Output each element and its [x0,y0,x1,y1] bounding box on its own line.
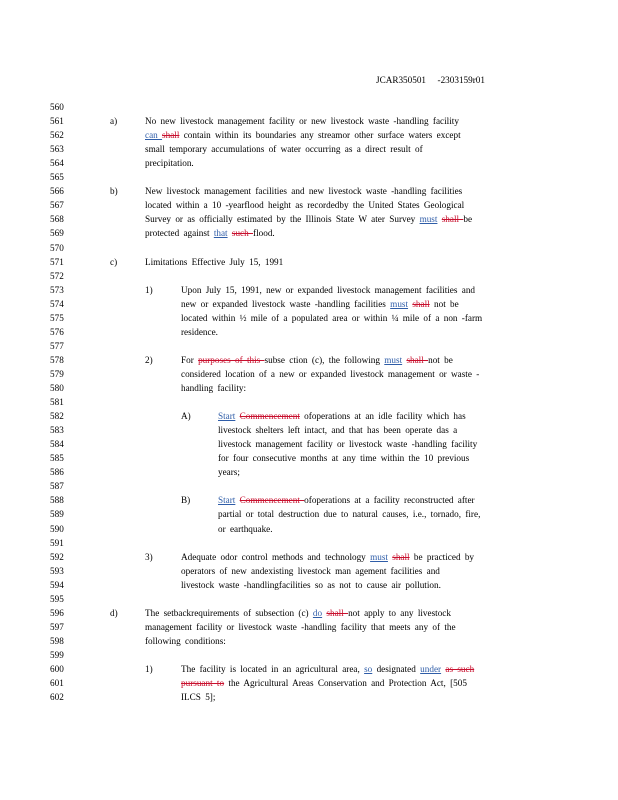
line-number: 584 [50,439,64,450]
line-number: 594 [50,579,64,590]
document-line [0,481,618,495]
line-number: 597 [50,621,64,632]
line-text [181,285,475,296]
line-number: 596 [50,607,64,618]
document-line [0,495,618,509]
document-line [0,186,618,200]
text-run: livestock shelters left intact, and that has been operate das a [218,425,458,436]
deleted-text: pursuant to [181,678,225,689]
line-number: 580 [50,383,64,393]
section-label: 1) [145,664,153,674]
line-number: 588 [50,495,64,506]
deleted-text: shall [162,130,180,141]
document-id-header: JCAR350501 -2303159r01 [376,75,485,85]
text-run: The facility is located in an agricultural area, [181,664,365,674]
document-line [0,116,618,130]
document-line [0,383,618,397]
document-line [0,257,618,271]
text-run: partial or total destruction due to natural causes, i.e., tornado, fire, [218,509,481,520]
document-line [0,678,618,692]
line-number: 586 [50,467,64,478]
line-number: 570 [50,242,64,253]
deleted-text: purposes of this [198,354,265,365]
line-number: 569 [50,228,64,239]
document-line [0,594,618,608]
line-text [181,566,440,577]
line-number: 571 [50,256,64,267]
document-line [0,341,618,355]
inserted-text: can [145,130,163,141]
line-number: 590 [50,523,64,534]
deleted-text: shall [326,607,349,618]
text-run: livestock waste -handlingfacilities so as not to cause air pollution. [181,579,441,590]
line-text [218,467,240,478]
line-number: 567 [50,200,64,211]
text-run: for four consecutive months at any time within the 10 previous [218,453,470,464]
line-number: 589 [50,509,64,520]
section-label: 1) [145,284,153,295]
deleted-text: shall [412,298,430,309]
text-run: considered location of a new or expanded livestock management or waste - [181,368,480,379]
line-text [181,678,467,689]
document-line [0,636,618,650]
line-text [145,130,461,141]
text-run: protected against [145,228,214,239]
section-label: 2) [145,354,153,365]
text-run: Survey or as officially estimated by the Illinois State W ater Survey [145,214,420,225]
document-line [0,130,618,144]
text-run: not be [429,298,459,309]
line-number: 581 [50,397,64,408]
line-number: 562 [50,130,64,141]
line-text [145,228,275,239]
text-run: management facility or livestock waste -handling facility that meets any of the [145,621,456,632]
inserted-text: must [390,298,409,309]
deleted-text: shall [406,354,429,365]
section-label: A) [181,411,191,422]
line-number: 600 [50,664,64,674]
inserted-text: that [213,228,228,239]
document-line [0,439,618,453]
line-text [218,439,477,450]
line-text [145,608,451,619]
line-number: 583 [50,425,64,436]
text-run: flood. [253,228,275,239]
document-line [0,467,618,481]
inserted-text: must [370,551,388,562]
inserted-text: so [364,664,373,674]
line-number: 574 [50,298,64,309]
line-number: 575 [50,312,64,323]
line-number: 568 [50,214,64,225]
line-number: 582 [50,411,64,422]
document-line [0,144,618,158]
text-run: be practiced by [409,551,475,562]
line-text [218,524,273,535]
line-number: 576 [50,326,64,337]
document-line [0,509,618,523]
line-text [181,299,459,310]
line-text [145,116,459,127]
text-run: the Agricultural Areas Conservation and Protection Act, [505 [224,678,467,689]
document-line [0,214,618,228]
text-run: ofoperations at a facility reconstructed after [304,495,475,506]
document-line [0,552,618,566]
inserted-text: Start [218,411,236,422]
text-run: The setbackrequirements of subsection (c) [145,607,313,618]
text-run: Upon July 15, 1991, new or expanded livestock management facilities and [181,284,476,295]
inserted-text: under [420,664,442,674]
document-line [0,369,618,383]
line-number: 566 [50,186,64,197]
line-number: 601 [50,678,64,689]
document-line [0,650,618,664]
line-number: 585 [50,453,64,464]
line-number: 593 [50,565,64,576]
line-text [181,327,218,338]
deleted-text: shall [441,214,464,225]
section-label: b) [110,186,118,197]
line-text [145,186,462,197]
section-label: 3) [145,551,153,562]
line-text [145,144,423,155]
line-number: 560 [50,102,64,112]
line-number: 595 [50,593,64,604]
text-run: new or expanded livestock waste -handling facilities [181,298,391,309]
line-text [145,158,194,169]
line-number: 564 [50,158,64,169]
text-run: be [463,214,473,225]
text-run: operators of new andexisting livestock man agement facilities and [181,565,440,576]
document-line [0,299,618,313]
text-run: residence. [181,326,218,337]
line-number: 591 [50,537,64,548]
line-number: 587 [50,481,64,492]
document-line [0,327,618,341]
line-text [145,636,226,647]
line-number: 572 [50,270,64,281]
document-line [0,411,618,425]
deleted-text: such [231,228,254,239]
document-line [0,313,618,327]
document-line [0,453,618,467]
line-text [218,495,475,506]
line-text [145,622,456,633]
document-line [0,228,618,242]
line-text [145,200,464,211]
text-run: New livestock management facilities and new livestock waste -handling facilities [145,186,463,197]
deleted-text: shall [392,551,410,562]
document-line [0,580,618,594]
line-number: 579 [50,368,64,379]
text-run: located within ½ mile of a populated area or within ¼ mile of a non -farm [181,312,483,323]
text-run: not be [428,354,453,365]
document-line [0,692,618,706]
section-label: B) [181,495,191,506]
line-number: 561 [50,116,64,127]
document-line [0,397,618,411]
line-text [218,425,457,436]
inserted-text: do [312,607,323,618]
document-line [0,200,618,214]
line-text [181,664,474,675]
line-text [218,411,466,422]
line-text [181,313,482,324]
text-run: not apply to any livestock [348,607,451,618]
line-number: 599 [50,649,64,660]
line-number: 578 [50,354,64,365]
text-run: small temporary accumulations of water occurring as a direct result of [145,144,423,155]
line-number: 573 [50,284,64,295]
text-run: located within a 10 -yearflood height as recordedby the United States Geological [145,200,465,211]
line-text [181,692,215,703]
text-run: Limitations Effective July 15, 1991 [145,256,284,267]
section-label: d) [110,607,118,618]
line-text [181,369,479,380]
document-line [0,102,618,116]
text-run: or earthquake. [218,523,273,534]
document-line [0,524,618,538]
document-line [0,425,618,439]
line-number: 563 [50,144,64,155]
line-text [181,580,441,591]
line-number: 592 [50,551,64,562]
document-line [0,158,618,172]
text-run: contain within its boundaries any streamor other surface waters except [179,130,461,141]
line-text [218,453,469,464]
document-line [0,271,618,285]
section-label: c) [110,256,118,267]
document-line [0,355,618,369]
text-run: subse ction (c), the following [264,354,385,365]
line-number: 602 [50,692,64,703]
deleted-text: Commencement [239,495,305,506]
text-run: ofoperations at an idle facility which has [299,411,466,422]
text-run: ILCS 5]; [181,692,216,703]
inserted-text: must [384,354,403,365]
deleted-text: Commencement [239,411,300,422]
text-run: handling facility: [181,383,247,393]
inserted-text: must [419,214,438,225]
line-text [218,509,480,520]
line-text [181,355,453,366]
text-run: years; [218,467,240,478]
document-line [0,622,618,636]
document-line [0,608,618,622]
line-text [181,552,474,563]
line-text [145,257,283,268]
text-run: following conditions: [145,635,226,646]
text-run: For [181,354,199,365]
inserted-text: Start [218,495,236,506]
document-line [0,243,618,257]
line-number: 598 [50,635,64,646]
section-label: a) [110,116,118,127]
line-text [181,383,246,394]
document-line [0,566,618,580]
document-line [0,538,618,552]
document-line [0,664,618,678]
line-number: 565 [50,172,64,183]
text-run: precipitation. [145,158,194,169]
document-line [0,172,618,186]
deleted-text: as such [445,664,475,674]
text-run: designated [372,664,421,674]
line-number: 577 [50,340,64,351]
text-run: Adequate odor control methods and technology [181,551,371,562]
line-text [145,214,472,225]
text-run: livestock management facility or livestock waste -handling facility [218,439,478,450]
text-run: No new livestock management facility or new livestock waste -handling facility [145,116,459,127]
document-line [0,285,618,299]
